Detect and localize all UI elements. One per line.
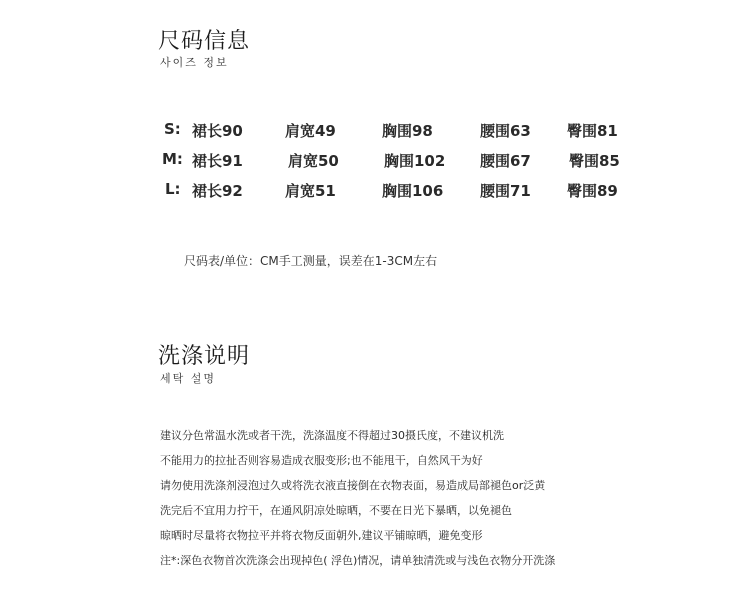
wash-instruction-line: 洗完后不宜用力拧干，在通风阴凉处晾晒，不要在日光下暴晒，以免褪色 bbox=[160, 504, 512, 517]
shoulder-width-value: 肩宽50 bbox=[288, 152, 339, 170]
chest-value: 胸围106 bbox=[382, 182, 444, 200]
size-info-title: 尺码信息 bbox=[158, 29, 251, 54]
size-row-l bbox=[158, 178, 658, 208]
wash-instruction-line: 不能用力的拉扯否则容易造成衣服变形;也不能甩干，自然风干为好 bbox=[160, 454, 483, 467]
washing-instructions-list bbox=[160, 428, 555, 578]
chest-value: 胸围98 bbox=[382, 122, 433, 140]
measurement-unit-note: 尺码表/单位：CM手工测量，误差在1-3CM左右 bbox=[184, 254, 438, 268]
chest-value: 胸围102 bbox=[384, 152, 446, 170]
waist-value: 腰围67 bbox=[480, 152, 531, 170]
wash-instruction-line: 晾晒时尽量将衣物拉平并将衣物反面朝外,建议平铺晾晒，避免变形 bbox=[160, 529, 483, 542]
waist-value: 腰围63 bbox=[480, 122, 531, 140]
wash-instruction-line: 建议分色常温水洗或者干洗，洗涤温度不得超过30摄氏度，不建议机洗 bbox=[160, 429, 504, 442]
size-table bbox=[158, 118, 658, 208]
skirt-length-value: 裙长92 bbox=[192, 182, 243, 200]
size-info-subtitle: 사이즈 정보 bbox=[160, 56, 229, 69]
washing-instructions-subtitle: 세탁 설명 bbox=[160, 372, 217, 385]
size-label: M: bbox=[162, 150, 183, 168]
size-label: S: bbox=[164, 120, 181, 138]
size-row-m bbox=[158, 148, 658, 178]
washing-instructions-title: 洗涤说明 bbox=[158, 344, 251, 369]
wash-instruction-line: 请勿使用洗涤剂浸泡过久或将洗衣液直接倒在衣物表面，易造成局部褪色or泛黄 bbox=[160, 479, 546, 492]
waist-value: 腰围71 bbox=[480, 182, 531, 200]
size-label: L: bbox=[165, 180, 181, 198]
shoulder-width-value: 肩宽49 bbox=[285, 122, 336, 140]
shoulder-width-value: 肩宽51 bbox=[285, 182, 336, 200]
hip-value: 臀围81 bbox=[567, 122, 618, 140]
size-row-s bbox=[158, 118, 658, 148]
wash-instruction-line: 注*:深色衣物首次洗涤会出现掉色( 浮色)情况，请单独清洗或与浅色衣物分开洗涤 bbox=[160, 554, 556, 567]
hip-value: 臀围85 bbox=[569, 152, 620, 170]
skirt-length-value: 裙长90 bbox=[192, 122, 243, 140]
hip-value: 臀围89 bbox=[567, 182, 618, 200]
skirt-length-value: 裙长91 bbox=[192, 152, 243, 170]
